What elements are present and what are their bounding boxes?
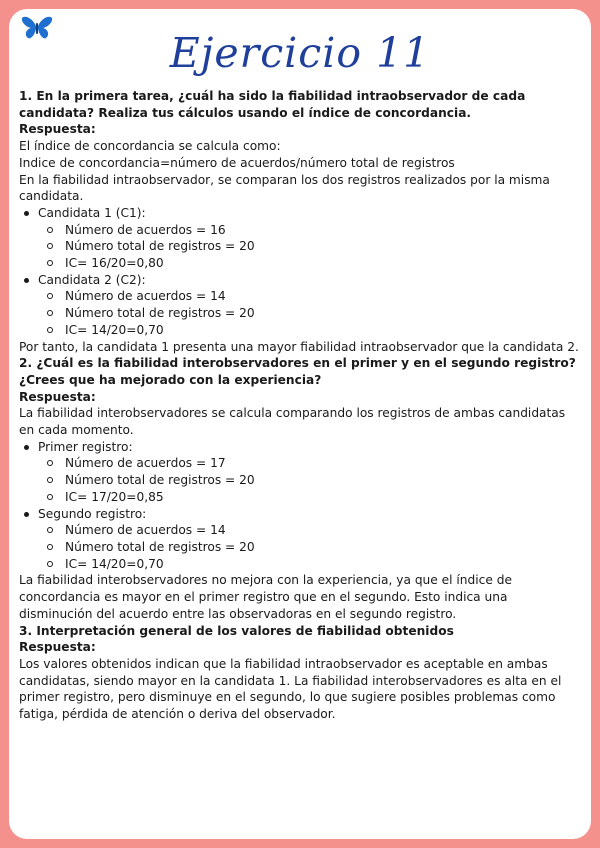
list-item-label: Primer registro: xyxy=(38,439,133,454)
question-1: 1. En la primera tarea, ¿cuál ha sido la fiabilidad intraobservador de cada candidata? Realiza tus cálculos usando el índice de concordancia. xyxy=(19,89,526,120)
list-item-label: Segundo registro: xyxy=(38,506,147,521)
paragraph: Los valores obtenidos indican que la fiabilidad intraobservador es aceptable en ambas candidatas, siendo mayor en la candidata 1. La fiabilidad interobservadores es alta en el primer registro, pero disminuye en el segundo, lo que sugiere posibles problemas como fatiga, pérdida de atención o deriva del observador. xyxy=(19,656,562,722)
sub-list xyxy=(38,522,579,572)
list-item xyxy=(19,205,579,272)
sub-list-item: Número de acuerdos = 14 xyxy=(38,522,579,539)
answer-label-2: Respuesta: xyxy=(19,389,96,404)
list-item-label: Candidata 1 (C1): xyxy=(38,205,146,220)
paragraph: En la fiabilidad intraobservador, se comparan los dos registros realizados por la misma candidata. xyxy=(19,172,550,204)
sub-list-item: Número de acuerdos = 14 xyxy=(38,288,579,305)
list-item xyxy=(19,506,579,573)
registro-list xyxy=(19,439,579,573)
sub-list-item: IC= 14/20=0,70 xyxy=(38,556,579,573)
sub-list-item: Número total de registros = 20 xyxy=(38,472,579,489)
conclusion: La fiabilidad interobservadores no mejora con la experiencia, ya que el índice de concordancia es mayor en el primer registro que en el segundo. Esto indica una disminución del acuerdo entre las observadoras en el segundo registro. xyxy=(19,573,512,621)
question-2: 2. ¿Cuál es la fiabilidad interobservadores en el primer y en el segundo registro? ¿Crees que ha mejorado con la experiencia? xyxy=(19,356,576,387)
list-item xyxy=(19,272,579,339)
sub-list-item: Número de acuerdos = 17 xyxy=(38,455,579,472)
list-item-label: Candidata 2 (C2): xyxy=(38,272,146,287)
paragraph: El índice de concordancia se calcula como: xyxy=(19,139,281,154)
candidate-list xyxy=(19,205,579,339)
sub-list-item: Número total de registros = 20 xyxy=(38,238,579,255)
paragraph: La fiabilidad interobservadores se calcula comparando los registros de ambas candidatas en cada momento. xyxy=(19,406,566,438)
sub-list xyxy=(38,455,579,505)
formula-text: Indice de concordancia=número de acuerdos/número total de registros xyxy=(19,155,455,170)
sub-list-item: IC= 16/20=0,80 xyxy=(38,255,579,272)
document-page xyxy=(9,9,591,839)
sub-list xyxy=(38,222,579,272)
list-item xyxy=(19,439,579,506)
question-3: 3. Interpretación general de los valores de fiabilidad obtenidos xyxy=(19,623,454,638)
answer-label-3: Respuesta: xyxy=(19,640,96,655)
sub-list-item: IC= 17/20=0,85 xyxy=(38,489,579,506)
sub-list-item: Número de acuerdos = 16 xyxy=(38,222,579,239)
answer-label-1: Respuesta: xyxy=(19,122,96,137)
sub-list xyxy=(38,288,579,338)
sub-list-item: Número total de registros = 20 xyxy=(38,539,579,556)
page-title: Ejercicio 11 xyxy=(169,29,431,77)
conclusion: Por tanto, la candidata 1 presenta una mayor fiabilidad intraobservador que la candidata 2. xyxy=(19,339,579,354)
sub-list-item: Número total de registros = 20 xyxy=(38,305,579,322)
sub-list-item: IC= 14/20=0,70 xyxy=(38,322,579,339)
document-body xyxy=(19,88,579,723)
